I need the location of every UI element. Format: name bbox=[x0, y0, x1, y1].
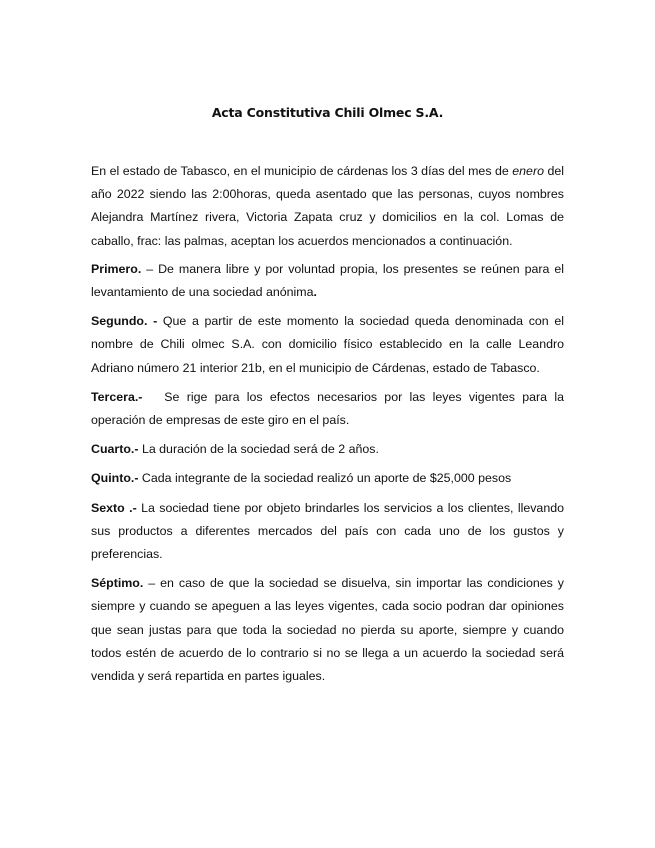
clause-primero-heading: Primero. bbox=[91, 261, 142, 276]
clause-sexto-heading: Sexto .- bbox=[91, 500, 137, 515]
clause-primero-end: . bbox=[313, 285, 317, 300]
intro-text-after-month: del año 2022 siendo las 2:00horas, queda asentado que las personas, cuyos nombres Alejandra Martínez rivera, Victoria Zapata cruz y domicilios en la col. Lomas de caballo, frac: las palmas, aceptan los acuerdos mencionados a continuación. bbox=[91, 164, 564, 248]
clause-segundo-heading: Segundo. - bbox=[91, 314, 158, 329]
document-body bbox=[91, 160, 564, 694]
clause-sexto-text: La sociedad tiene por objeto brindarles los servicios a los clientes, llevando sus productos a diferentes mercados del país con cada uno de los gustos y preferencias. bbox=[91, 500, 564, 562]
clause-septimo-text: – en caso de que la sociedad se disuelva, sin importar las condiciones y siempre y cuando se apeguen a las leyes vigentes, cada socio podran dar opiniones que sean justas para que toda la sociedad no pierda su aporte, siempre y cuando todos estén de acuerdo de lo contrario si no se llega a un acuerdo la sociedad será vendida y será repartida en partes iguales. bbox=[91, 576, 564, 684]
clause-tercera-heading: Tercera.- bbox=[91, 389, 143, 404]
clause-tercera-text: Se rige para los efectos necesarios por las leyes vigentes para la operación de empresas de este giro en el país. bbox=[91, 389, 564, 428]
clause-segundo bbox=[91, 310, 564, 380]
clause-primero bbox=[91, 258, 564, 304]
clause-segundo-text: Que a partir de este momento la sociedad queda denominada con el nombre de Chili olmec S.A. con domicilio físico establecido en la calle Leandro Adriano número 21 interior 21b, en el municipio de Cárdenas, estado de Tabasco. bbox=[91, 314, 564, 375]
clause-quinto bbox=[91, 467, 564, 490]
clause-septimo-heading: Séptimo. bbox=[91, 576, 144, 591]
document-title: Acta Constitutiva Chili Olmec S.A. bbox=[211, 105, 444, 120]
clause-cuarto bbox=[91, 438, 564, 461]
clause-septimo bbox=[91, 572, 564, 688]
clause-quinto-text: Cada integrante de la sociedad realizó un aporte de $25,000 pesos bbox=[138, 471, 512, 486]
clause-cuarto-text: La duración de la sociedad será de 2 años. bbox=[138, 442, 379, 457]
clause-tercera bbox=[91, 386, 564, 432]
clause-quinto-heading: Quinto.- bbox=[91, 471, 139, 486]
intro-paragraph bbox=[91, 160, 564, 253]
clause-cuarto-heading: Cuarto.- bbox=[91, 442, 139, 457]
intro-text-before-month: En el estado de Tabasco, en el municipio de cárdenas los 3 días del mes de bbox=[91, 164, 513, 178]
clause-sexto bbox=[91, 497, 564, 567]
intro-month: enero bbox=[512, 164, 544, 178]
clause-primero-text: – De manera libre y por voluntad propia, los presentes se reúnen para el levantamiento de una sociedad anónima bbox=[91, 261, 564, 300]
